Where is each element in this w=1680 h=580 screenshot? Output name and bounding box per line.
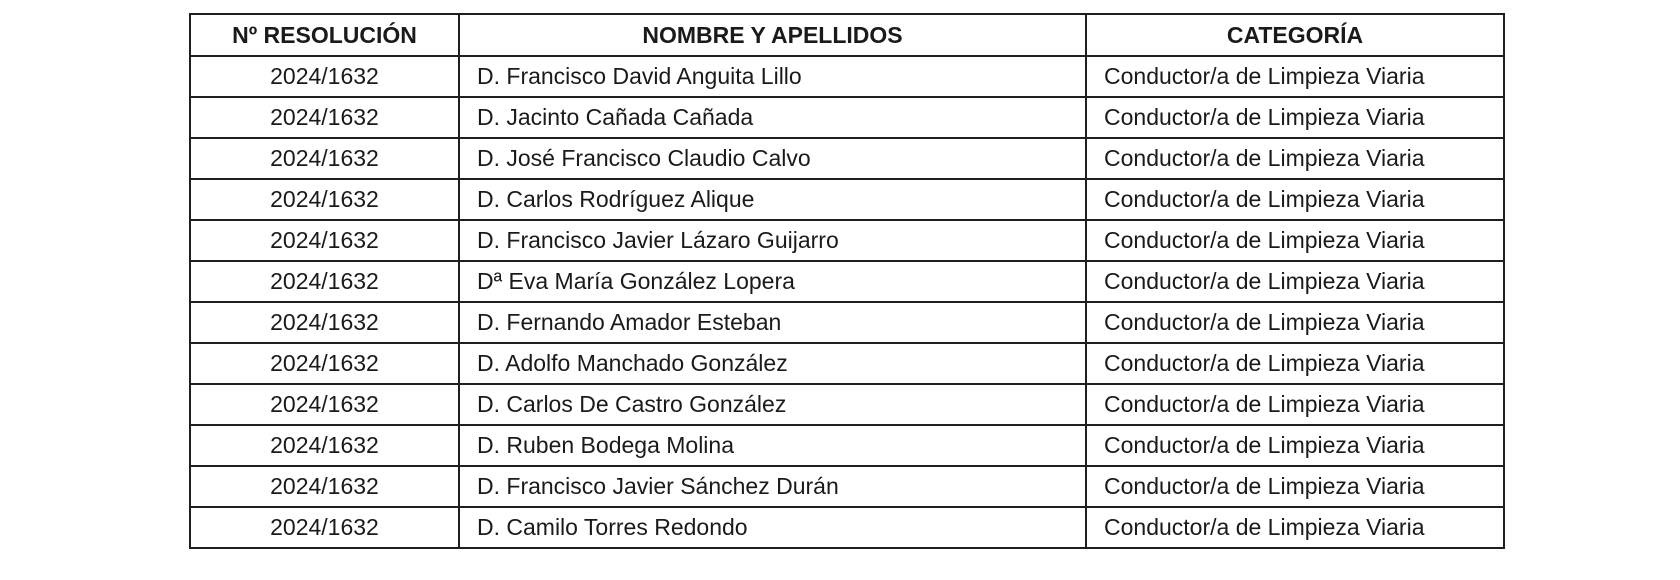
cell-name: D. Francisco David Anguita Lillo [459, 56, 1086, 97]
cell-category: Conductor/a de Limpieza Viaria [1086, 179, 1504, 220]
table-row [190, 507, 1504, 548]
table-row [190, 384, 1504, 425]
table-row [190, 302, 1504, 343]
header-row [190, 14, 1504, 56]
cell-resolution: 2024/1632 [190, 384, 459, 425]
cell-resolution: 2024/1632 [190, 179, 459, 220]
table-row [190, 261, 1504, 302]
cell-name: D. Carlos De Castro González [459, 384, 1086, 425]
cell-resolution: 2024/1632 [190, 507, 459, 548]
table-row [190, 179, 1504, 220]
cell-resolution: 2024/1632 [190, 425, 459, 466]
table-row [190, 466, 1504, 507]
cell-category: Conductor/a de Limpieza Viaria [1086, 97, 1504, 138]
table-row [190, 425, 1504, 466]
table-row [190, 138, 1504, 179]
cell-category: Conductor/a de Limpieza Viaria [1086, 343, 1504, 384]
table-row [190, 343, 1504, 384]
cell-category: Conductor/a de Limpieza Viaria [1086, 261, 1504, 302]
appointments-table [189, 13, 1505, 549]
header-name: NOMBRE Y APELLIDOS [459, 14, 1086, 56]
cell-name: Dª Eva María González Lopera [459, 261, 1086, 302]
cell-resolution: 2024/1632 [190, 343, 459, 384]
cell-name: D. Ruben Bodega Molina [459, 425, 1086, 466]
table-header [190, 14, 1504, 56]
table-row [190, 56, 1504, 97]
cell-category: Conductor/a de Limpieza Viaria [1086, 138, 1504, 179]
cell-name: D. Carlos Rodríguez Alique [459, 179, 1086, 220]
cell-resolution: 2024/1632 [190, 261, 459, 302]
cell-name: D. Jacinto Cañada Cañada [459, 97, 1086, 138]
table-row [190, 97, 1504, 138]
cell-category: Conductor/a de Limpieza Viaria [1086, 384, 1504, 425]
cell-name: D. Camilo Torres Redondo [459, 507, 1086, 548]
header-category: CATEGORÍA [1086, 14, 1504, 56]
cell-category: Conductor/a de Limpieza Viaria [1086, 425, 1504, 466]
cell-category: Conductor/a de Limpieza Viaria [1086, 302, 1504, 343]
cell-resolution: 2024/1632 [190, 56, 459, 97]
cell-name: D. José Francisco Claudio Calvo [459, 138, 1086, 179]
cell-category: Conductor/a de Limpieza Viaria [1086, 56, 1504, 97]
cell-category: Conductor/a de Limpieza Viaria [1086, 220, 1504, 261]
cell-category: Conductor/a de Limpieza Viaria [1086, 507, 1504, 548]
cell-resolution: 2024/1632 [190, 302, 459, 343]
table-row [190, 220, 1504, 261]
cell-resolution: 2024/1632 [190, 97, 459, 138]
header-resolution: Nº RESOLUCIÓN [190, 14, 459, 56]
cell-name: D. Adolfo Manchado González [459, 343, 1086, 384]
cell-category: Conductor/a de Limpieza Viaria [1086, 466, 1504, 507]
cell-name: D. Francisco Javier Lázaro Guijarro [459, 220, 1086, 261]
table-body [190, 56, 1504, 548]
cell-name: D. Fernando Amador Esteban [459, 302, 1086, 343]
cell-resolution: 2024/1632 [190, 138, 459, 179]
cell-resolution: 2024/1632 [190, 220, 459, 261]
cell-resolution: 2024/1632 [190, 466, 459, 507]
cell-name: D. Francisco Javier Sánchez Durán [459, 466, 1086, 507]
